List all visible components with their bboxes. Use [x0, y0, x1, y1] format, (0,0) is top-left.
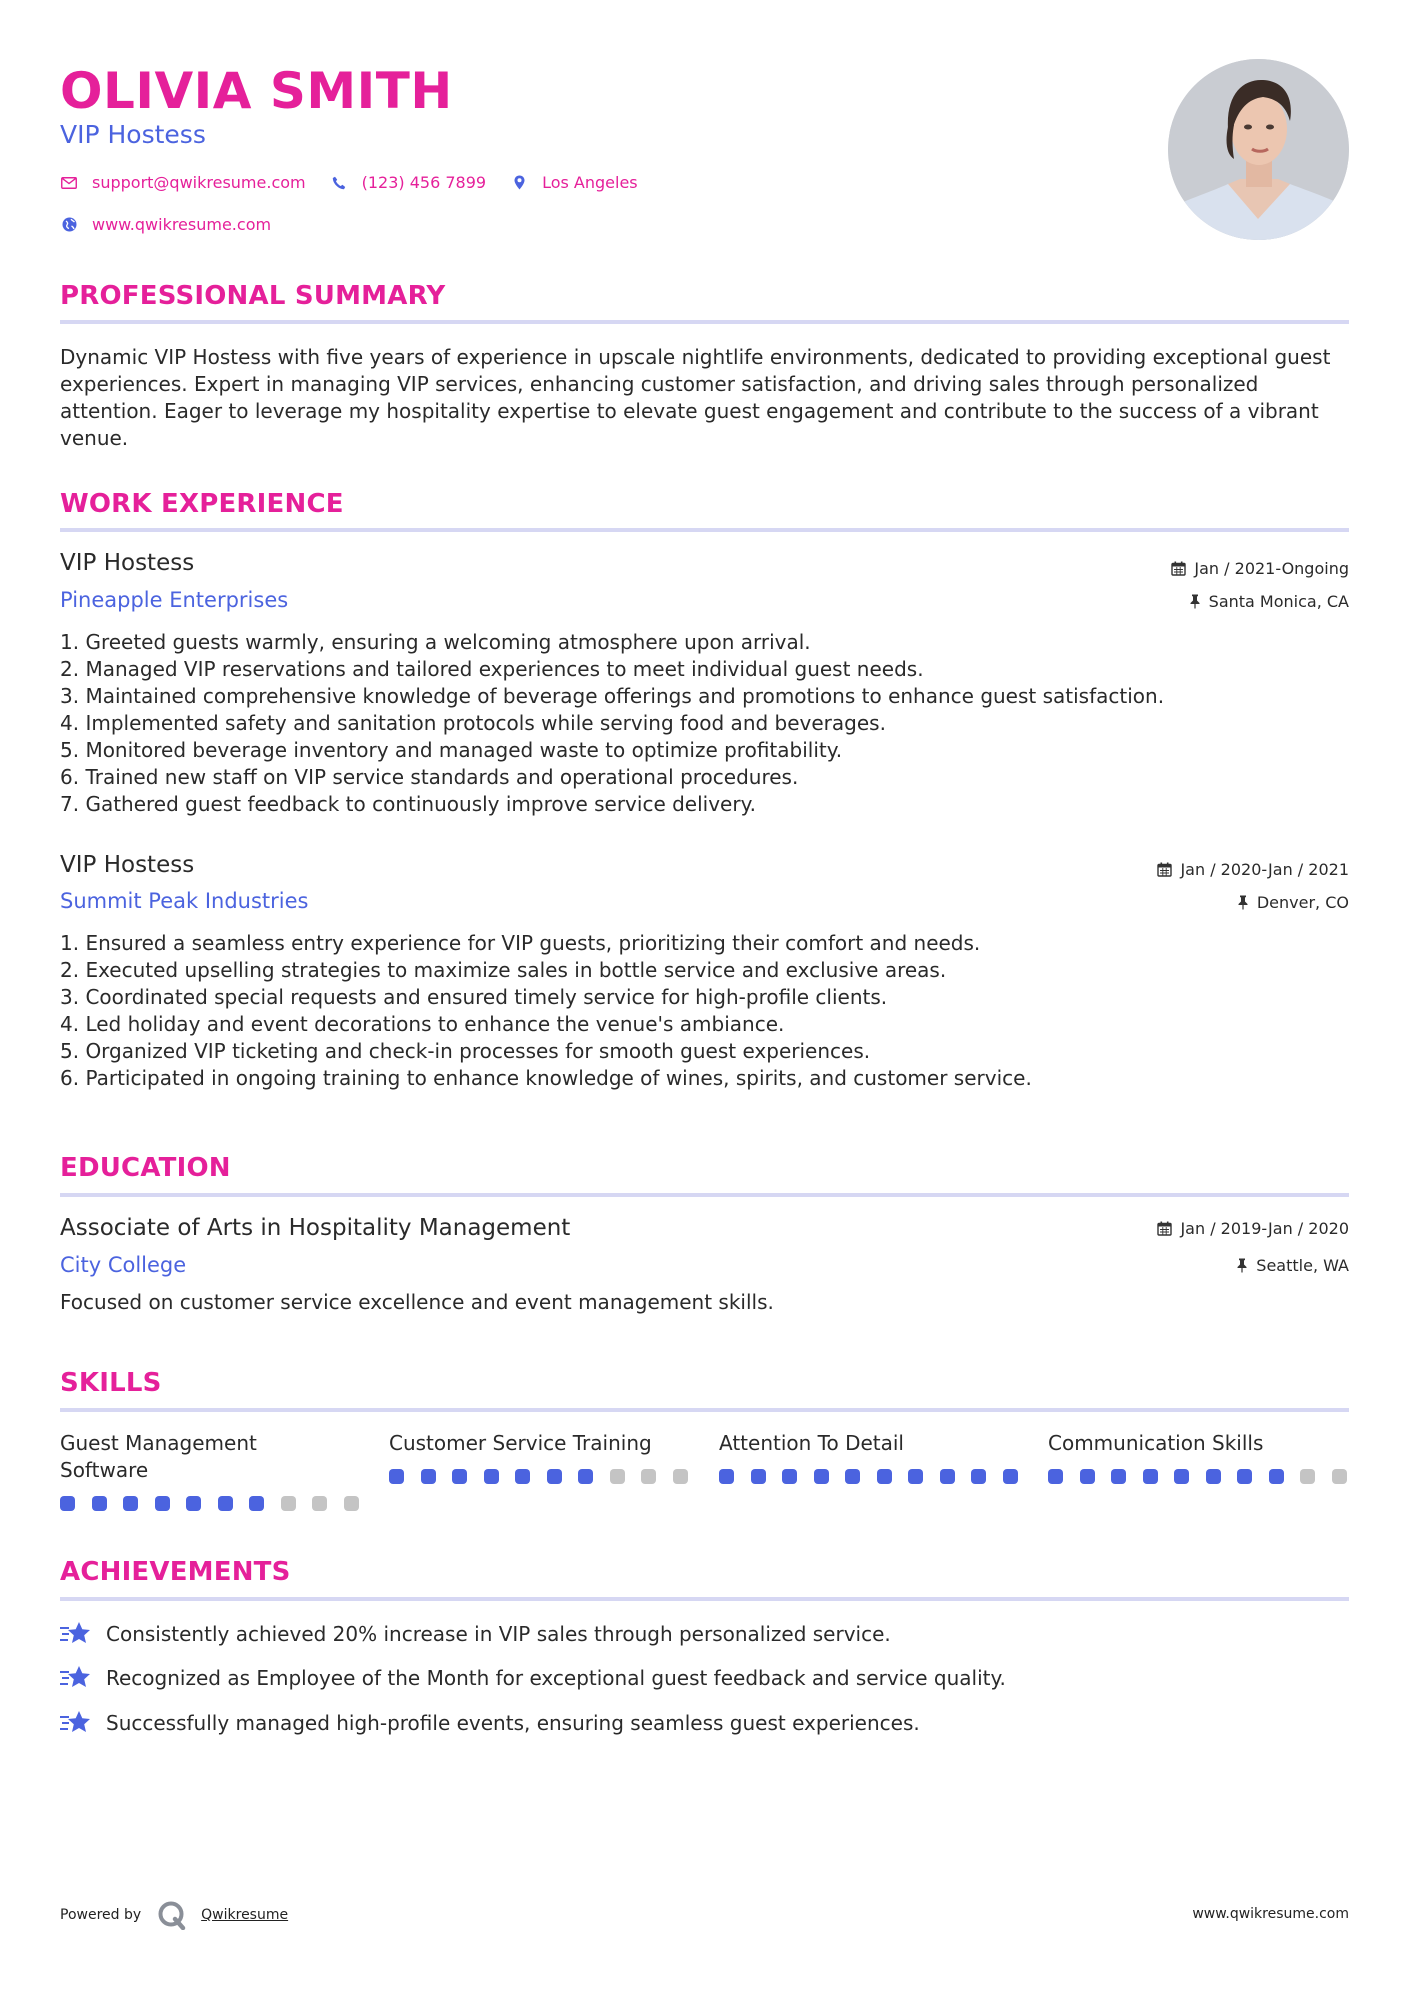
location-text: Santa Monica, CA — [1208, 592, 1349, 611]
section-title-achievements: ACHIEVEMENTS — [60, 1557, 291, 1587]
section-title-education: EDUCATION — [60, 1153, 231, 1183]
rating-dot-empty — [1332, 1469, 1347, 1484]
rating-dot-empty — [610, 1469, 625, 1484]
job-bullet-list — [60, 930, 1350, 1092]
section-title-summary: PROFESSIONAL SUMMARY — [60, 281, 446, 311]
rating-dot-filled — [389, 1469, 404, 1484]
section-divider — [60, 1408, 1349, 1412]
rating-dot-filled — [971, 1469, 986, 1484]
job-dates — [1157, 860, 1349, 879]
location-text: Seattle, WA — [1256, 1256, 1349, 1275]
job-title: VIP Hostess — [60, 852, 195, 878]
rating-dot-filled — [814, 1469, 829, 1484]
list-item: 1. Greeted guests warmly, ensuring a welcoming atmosphere upon arrival. — [60, 630, 811, 654]
rating-dot-filled — [155, 1496, 170, 1511]
rating-dot-filled — [1111, 1469, 1126, 1484]
powered-by-label: Powered by — [60, 1907, 142, 1923]
achievement-item — [60, 1620, 891, 1648]
skill-item — [719, 1430, 1019, 1457]
website-text: www.qwikresume.com — [92, 215, 272, 234]
rating-dot-empty — [641, 1469, 656, 1484]
summary-text: Dynamic VIP Hostess with five years of experience in upscale nightlife environments, dedicated to providing exceptional guest experiences. Expert in managing VIP services, enhancing customer satisfaction, and driving sales through personalized attention. Eager to leverage my hospitality expertise to elevate guest engagement and contribute to the success of a vibrant venue. — [60, 345, 1331, 450]
rating-dot-filled — [515, 1469, 530, 1484]
achievement-item — [60, 1709, 920, 1737]
location-text: Los Angeles — [542, 173, 638, 192]
calendar-icon — [1157, 862, 1172, 877]
location-text: Denver, CO — [1256, 893, 1349, 912]
pushpin-icon — [1236, 1258, 1248, 1273]
list-item: 5. Monitored beverage inventory and managed waste to optimize profitability. — [60, 738, 843, 762]
job-dates — [1171, 559, 1349, 578]
contact-email[interactable] — [60, 173, 306, 192]
section-title-experience: WORK EXPERIENCE — [60, 489, 344, 519]
profile-photo — [1168, 59, 1349, 240]
rating-dot-filled — [1048, 1469, 1063, 1484]
job-location — [1237, 893, 1349, 912]
contact-location — [510, 173, 638, 192]
education-location — [1236, 1256, 1349, 1275]
footer-powered-by — [60, 1900, 288, 1930]
list-item: 2. Managed VIP reservations and tailored experiences to meet individual guest needs. — [60, 657, 924, 681]
pushpin-icon — [1189, 594, 1201, 609]
rating-dot-filled — [1143, 1469, 1158, 1484]
qwikresume-logo-icon — [157, 1900, 187, 1930]
rating-dot-filled — [877, 1469, 892, 1484]
mail-icon — [60, 174, 78, 192]
job-location — [1189, 592, 1349, 611]
rating-dot-filled — [92, 1496, 107, 1511]
contact-row-1 — [60, 173, 662, 192]
skill-rating — [389, 1469, 704, 1484]
skill-rating — [1048, 1469, 1363, 1484]
contact-row-2 — [60, 215, 295, 234]
star-icon — [60, 1664, 92, 1692]
rating-dot-filled — [908, 1469, 923, 1484]
list-item: 4. Led holiday and event decorations to enhance the venue's ambiance. — [60, 1012, 785, 1036]
rating-dot-empty — [312, 1496, 327, 1511]
rating-dot-filled — [249, 1496, 264, 1511]
achievement-text: Consistently achieved 20% increase in VIP sales through personalized service. — [106, 1622, 891, 1646]
list-item: 2. Executed upselling strategies to maximize sales in bottle service and exclusive areas. — [60, 958, 947, 982]
skill-item — [60, 1430, 300, 1484]
job-company: Pineapple Enterprises — [60, 588, 289, 612]
skill-name: Attention To Detail — [719, 1431, 904, 1455]
rating-dot-filled — [186, 1496, 201, 1511]
school-name: City College — [60, 1253, 187, 1277]
rating-dot-empty — [1300, 1469, 1315, 1484]
job-title: VIP Hostess — [60, 550, 195, 576]
rating-dot-filled — [547, 1469, 562, 1484]
calendar-icon — [1157, 1221, 1172, 1236]
star-icon — [60, 1709, 92, 1737]
rating-dot-filled — [782, 1469, 797, 1484]
contact-website[interactable] — [60, 215, 271, 234]
list-item: 5. Organized VIP ticketing and check-in processes for smooth guest experiences. — [60, 1039, 871, 1063]
achievement-text: Successfully managed high-profile events, ensuring seamless guest experiences. — [106, 1711, 920, 1735]
skill-item — [1048, 1430, 1348, 1457]
rating-dot-filled — [421, 1469, 436, 1484]
rating-dot-filled — [452, 1469, 467, 1484]
map-pin-icon — [510, 174, 528, 192]
pushpin-icon — [1237, 895, 1249, 910]
star-icon — [60, 1620, 92, 1648]
rating-dot-filled — [218, 1496, 233, 1511]
job-company: Summit Peak Industries — [60, 889, 309, 913]
rating-dot-filled — [1237, 1469, 1252, 1484]
list-item: 3. Maintained comprehensive knowledge of beverage offerings and promotions to enhance guest satisfaction. — [60, 684, 1165, 708]
rating-dot-filled — [1003, 1469, 1018, 1484]
degree-title: Associate of Arts in Hospitality Management — [60, 1215, 571, 1241]
dates-text: Jan / 2021-Ongoing — [1194, 559, 1349, 578]
rating-dot-filled — [1174, 1469, 1189, 1484]
contact-phone[interactable] — [330, 173, 486, 192]
section-divider — [60, 528, 1349, 532]
rating-dot-filled — [578, 1469, 593, 1484]
skill-rating — [60, 1496, 375, 1511]
skill-name: Guest Management Software — [60, 1431, 257, 1482]
section-divider — [60, 1597, 1349, 1601]
globe-icon — [60, 216, 78, 234]
rating-dot-filled — [1080, 1469, 1095, 1484]
skill-item — [389, 1430, 689, 1457]
rating-dot-filled — [60, 1496, 75, 1511]
dates-text: Jan / 2020-Jan / 2021 — [1180, 860, 1349, 879]
email-text: support@qwikresume.com — [92, 173, 306, 192]
phone-text: (123) 456 7899 — [361, 173, 487, 192]
list-item: 6. Participated in ongoing training to enhance knowledge of wines, spirits, and customer service. — [60, 1066, 1032, 1090]
list-item: 1. Ensured a seamless entry experience for VIP guests, prioritizing their comfort and needs. — [60, 931, 981, 955]
list-item: 4. Implemented safety and sanitation protocols while serving food and beverages. — [60, 711, 886, 735]
rating-dot-filled — [751, 1469, 766, 1484]
section-divider — [60, 320, 1349, 324]
rating-dot-filled — [123, 1496, 138, 1511]
dates-text: Jan / 2019-Jan / 2020 — [1180, 1219, 1349, 1238]
rating-dot-empty — [281, 1496, 296, 1511]
list-item: 6. Trained new staff on VIP service standards and operational procedures. — [60, 765, 799, 789]
rating-dot-filled — [940, 1469, 955, 1484]
education-description: Focused on customer service excellence and event management skills. — [60, 1290, 774, 1314]
rating-dot-empty — [344, 1496, 359, 1511]
achievement-item — [60, 1664, 1006, 1692]
calendar-icon — [1171, 561, 1186, 576]
skill-rating — [719, 1469, 1034, 1484]
phone-icon — [330, 174, 348, 192]
skill-name: Communication Skills — [1048, 1431, 1264, 1455]
rating-dot-filled — [484, 1469, 499, 1484]
rating-dot-filled — [1269, 1469, 1284, 1484]
qwikresume-link[interactable]: Qwikresume — [201, 1907, 289, 1923]
footer-website[interactable]: www.qwikresume.com — [1192, 1906, 1349, 1922]
section-title-skills: SKILLS — [60, 1368, 162, 1398]
achievement-text: Recognized as Employee of the Month for exceptional guest feedback and service quality. — [106, 1666, 1006, 1690]
rating-dot-filled — [719, 1469, 734, 1484]
rating-dot-filled — [845, 1469, 860, 1484]
rating-dot-filled — [1206, 1469, 1221, 1484]
job-bullet-list — [60, 629, 1350, 818]
candidate-name: OLIVIA SMITH — [60, 62, 453, 120]
skill-name: Customer Service Training — [389, 1431, 652, 1455]
education-dates — [1157, 1219, 1349, 1238]
section-divider — [60, 1193, 1349, 1197]
list-item: 3. Coordinated special requests and ensured timely service for high-profile clients. — [60, 985, 888, 1009]
candidate-role: VIP Hostess — [60, 120, 206, 149]
list-item: 7. Gathered guest feedback to continuously improve service delivery. — [60, 792, 756, 816]
rating-dot-empty — [673, 1469, 688, 1484]
